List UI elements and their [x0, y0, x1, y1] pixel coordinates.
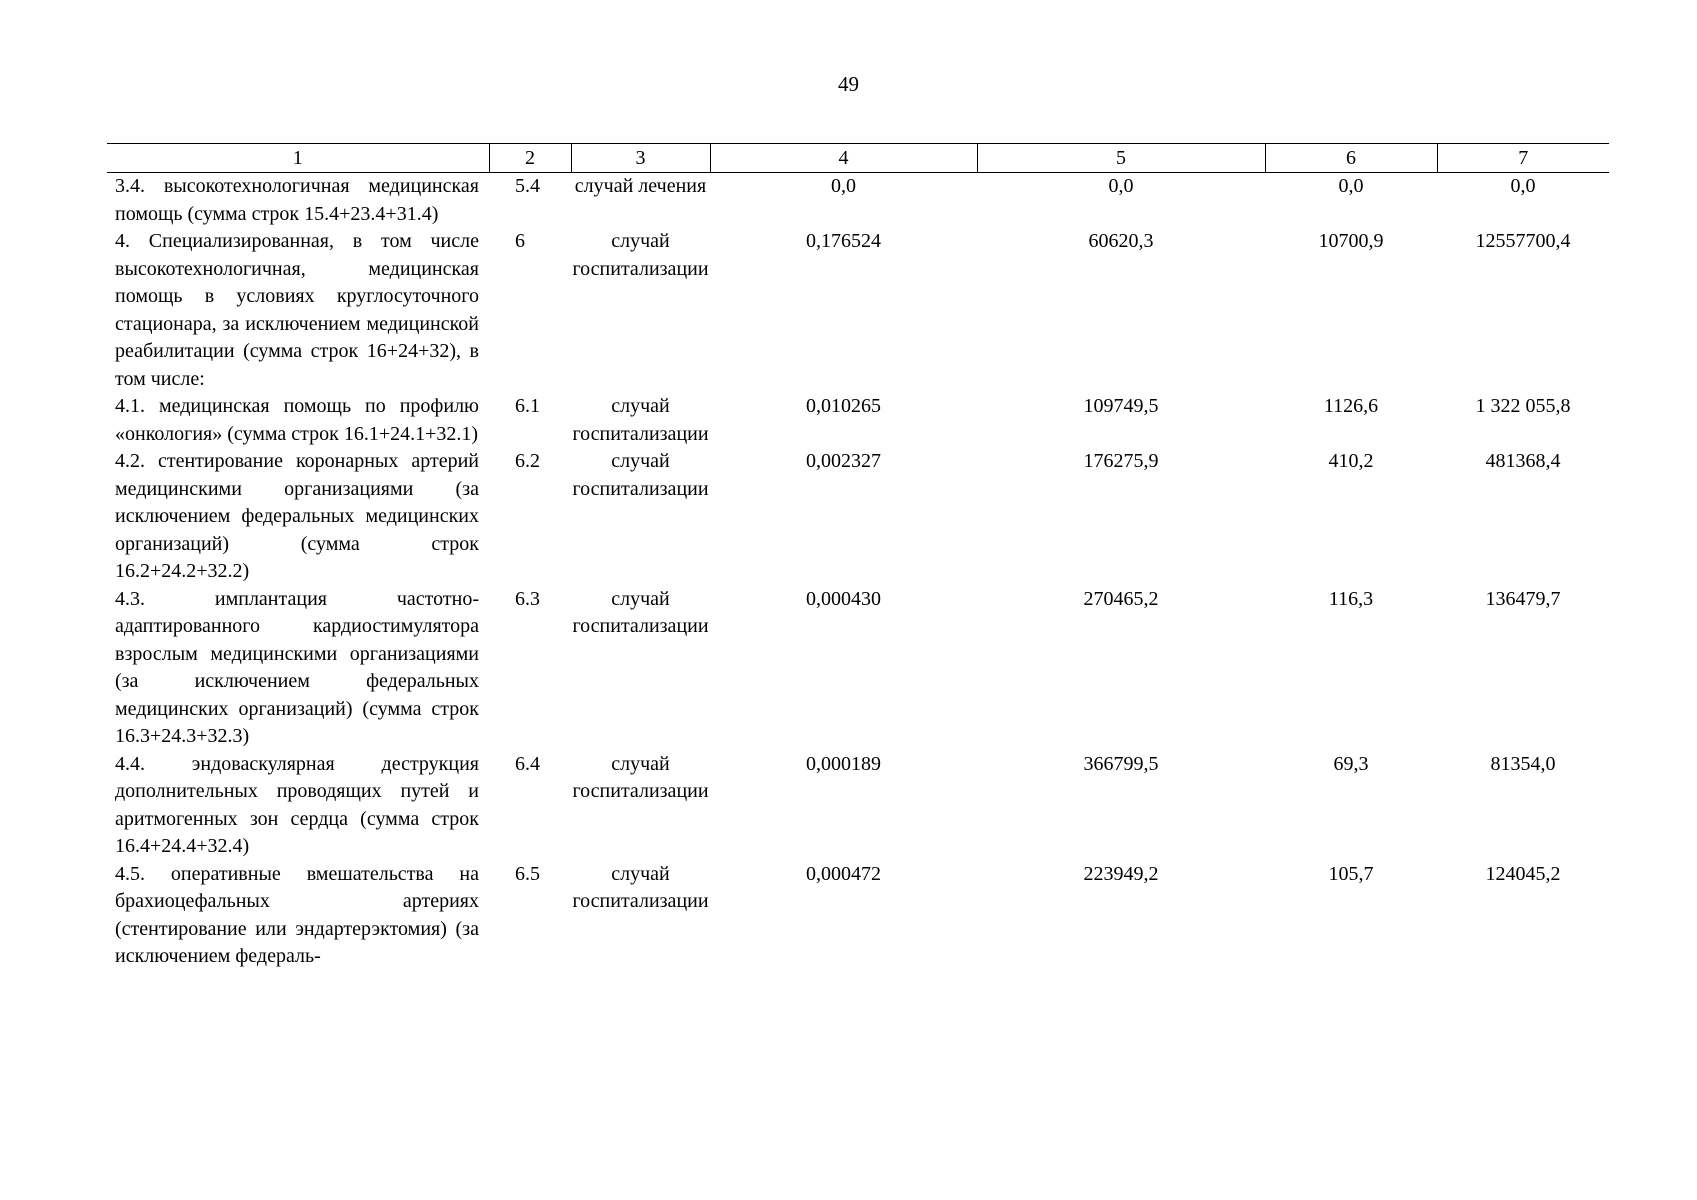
value-col7: 12557700,4	[1475, 230, 1571, 252]
unit-of-measure: случай госпитализации	[572, 450, 709, 500]
value-col5: 60620,3	[1088, 230, 1154, 252]
row-name: 3.4. высокотехнологичная медицинская помощь (сумма строк 15.4+23.4+31.4)	[115, 175, 479, 225]
table-row	[107, 861, 1609, 971]
value-col4: 0,000189	[806, 752, 881, 775]
row-number: 6.2	[515, 450, 540, 472]
table-row	[107, 448, 1609, 586]
unit-of-measure: случай госпитализации	[572, 587, 709, 637]
header-row	[107, 144, 1609, 173]
value-col5: 366799,5	[1083, 752, 1159, 775]
table-row	[107, 751, 1609, 861]
table-row	[107, 173, 1609, 229]
value-col6: 0,0	[1338, 175, 1364, 197]
value-col6: 69,3	[1333, 752, 1369, 775]
value-col6: 410,2	[1328, 450, 1374, 472]
row-number: 6.4	[515, 752, 540, 775]
column-header: 1	[107, 144, 489, 173]
row-number: 5.4	[515, 175, 540, 197]
value-col7: 1 322 055,8	[1475, 395, 1571, 417]
row-number: 6	[515, 230, 525, 252]
value-col6: 105,7	[1328, 862, 1374, 885]
value-col5: 176275,9	[1083, 450, 1159, 472]
unit-of-measure: случай госпитализации	[572, 862, 709, 912]
row-name: 4.4. эндоваскулярная деструкция дополнительных проводящих путей и аритмогенных зон сердца (сумма строк 16.4+24.4+32.4)	[115, 752, 479, 857]
value-col5: 109749,5	[1083, 395, 1159, 417]
data-table	[107, 143, 1609, 971]
column-header: 3	[571, 144, 710, 173]
value-col6: 10700,9	[1318, 230, 1384, 252]
value-col4: 0,000472	[806, 862, 881, 885]
value-col7: 0,0	[1510, 175, 1536, 197]
column-header: 2	[489, 144, 571, 173]
table-row	[107, 228, 1609, 393]
unit-of-measure: случай лечения	[574, 175, 707, 197]
value-col7: 124045,2	[1485, 862, 1561, 885]
row-number: 6.3	[515, 587, 540, 610]
row-number: 6.5	[515, 862, 540, 885]
value-col6: 116,3	[1328, 587, 1374, 610]
unit-of-measure: случай госпитализации	[572, 752, 709, 802]
table-row	[107, 393, 1609, 448]
unit-of-measure: случай госпитализации	[572, 395, 709, 445]
row-name: 4.1. медицинская помощь по профилю «онкология» (сумма строк 16.1+24.1+32.1)	[115, 395, 479, 445]
value-col4: 0,0	[831, 175, 856, 197]
value-col4: 0,000430	[806, 587, 881, 610]
value-col4: 0,002327	[806, 450, 881, 472]
row-name: 4.2. стентирование коронарных артерий медицинскими организациями (за исключением федеральных медицинских организаций) (сумма строк 16.2+24.2+32.2)	[115, 450, 479, 582]
value-col7: 81354,0	[1490, 752, 1556, 775]
value-col5: 0,0	[1108, 175, 1134, 197]
row-name: 4.5. оперативные вмешательства на брахиоцефальных артериях (стентирование или эндартерэктомия) (за исключением федераль-	[115, 862, 479, 967]
value-col7: 136479,7	[1485, 587, 1561, 610]
column-header: 5	[977, 144, 1265, 173]
column-header: 7	[1437, 144, 1609, 173]
page-number: 49	[838, 72, 859, 96]
value-col6: 1126,6	[1323, 395, 1379, 417]
unit-of-measure: случай госпитализации	[572, 230, 709, 280]
value-col4: 0,010265	[806, 395, 881, 417]
value-col4: 0,176524	[806, 230, 881, 252]
value-col5: 270465,2	[1083, 587, 1159, 610]
row-name: 4. Специализированная, в том числе высокотехнологичная, медицинская помощь в условиях круглосуточного стационара, за исключением медицинской реабилитации (сумма строк 16+24+32), в том числе:	[115, 230, 479, 390]
row-number: 6.1	[515, 395, 540, 417]
row-name: 4.3. имплантация частотно-адаптированного кардиостимулятора взрослым медицинскими организациями (за исключением федеральных медицинских организаций) (сумма строк 16.3+24.3+32.3)	[115, 587, 479, 747]
column-header: 4	[710, 144, 977, 173]
value-col7: 481368,4	[1485, 450, 1561, 472]
column-header: 6	[1265, 144, 1437, 173]
value-col5: 223949,2	[1083, 862, 1159, 885]
table-row	[107, 586, 1609, 751]
